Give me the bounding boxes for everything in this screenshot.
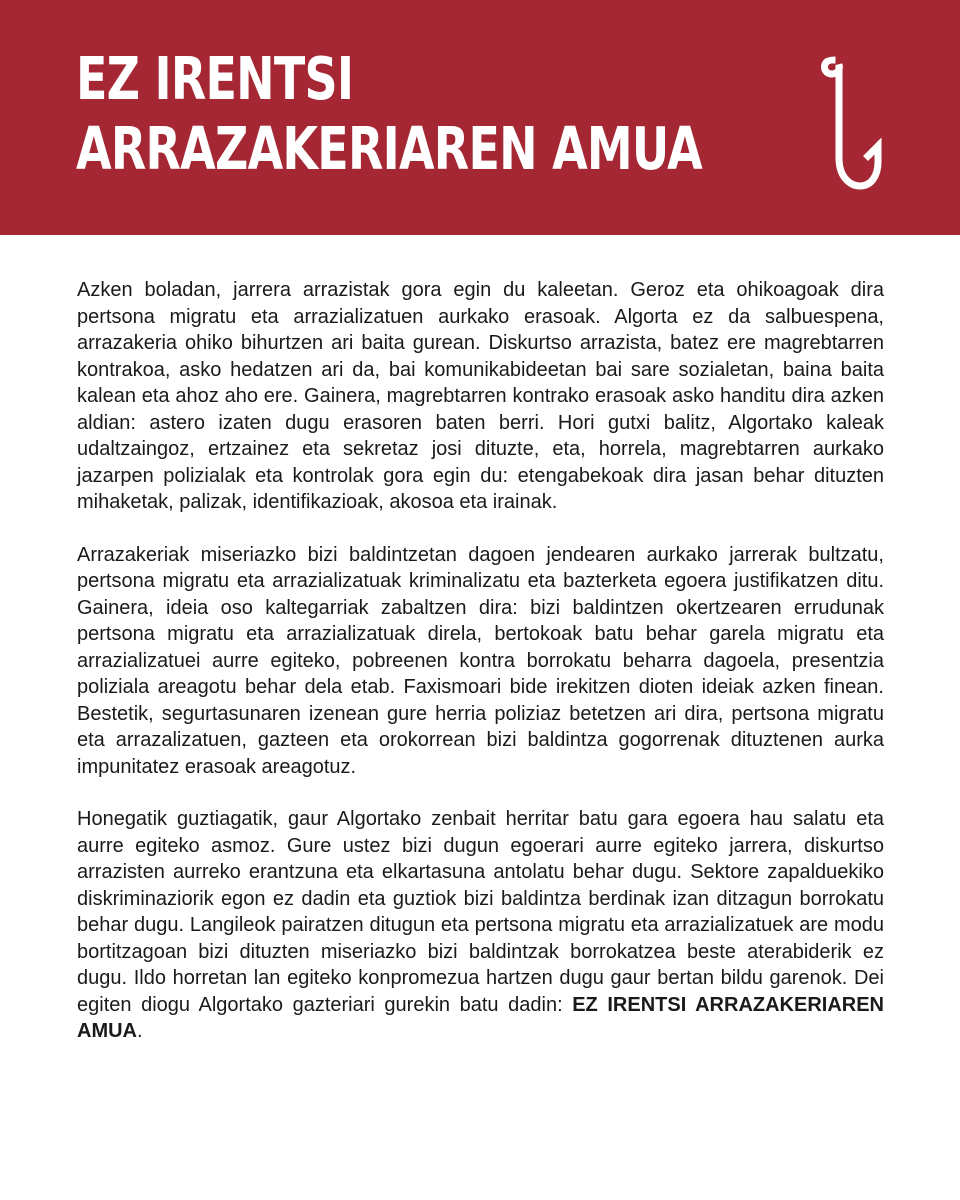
- page-title: [76, 44, 702, 184]
- fish-hook-icon: [818, 54, 884, 192]
- paragraph-2: Arrazakeriak miseriazko bizi baldintzetan dagoen jendearen aurkako jarrerak bultzatu, pertsona migratu eta arrazializatuak kriminalizatu eta bazterketa egoera justifikatzen ditu. Gainera, ideia oso kaltegarriak zabaltzen dira: bizi baldintzen okertzearen errudunak pertsona migratu eta arrazializatuak direla, bertokoak batu behar garela migratu eta arrazializatuei aurre egiteko, pobreenen kontra borrokatu beharra dagoela, presentzia poliziala areagotu behar dela etab. Faxismoari bide irekitzen dioten ideiak azken finean. Bestetik, segurtasunaren izenean gure herria poliziaz betetzen ari dira, pertsona migratu eta arrazalizatuen, gazteen eta orokorrean bizi baldintza gogorrenak dituztenen aurka impunitatez erasoak areagotuz.: [77, 543, 884, 778]
- paragraph-3-end: .: [137, 1020, 143, 1042]
- header-banner: [0, 0, 960, 235]
- paragraph-3-text: Honegatik guztiagatik, gaur Algortako zenbait herritar batu gara egoera hau salatu eta aurre egiteko asmoz. Gure ustez bizi dugun egoerari aurre egiteko jarrera, diskurtso arrazisten aurreko erantzuna eta elkartasuna antolatu behar dugu. Sektore zapalduekiko diskriminaziorik egon ez dadin eta guztiok bizi baldintza berdinak izan ditzagun borrokatu behar dugu. Langileok pairatzen ditugun eta pertsona migratu eta arrazializatuek are modu bortitzagoan bizi dituzten miseriazko bizi baldintzak borrokatzea beste aterabiderik ez dugu. Ildo horretan lan egiteko konpromezua hartzen dugu gaur bertan bildu garenok. Dei egiten diogu Algortako gazteriari gurekin batu dadin:: [77, 808, 884, 1016]
- closing-slogan: EZ IRENTSI ARRAZAKERIAREN AMUA: [77, 993, 884, 1042]
- body-text: [77, 277, 884, 1071]
- paragraph-3: [77, 806, 884, 1045]
- paragraph-1: Azken boladan, jarrera arrazistak gora egin du kaleetan. Geroz eta ohikoagoak dira pertsona migratu eta arrazializatuen aurkako erasoak. Algorta ez da salbuespena, arrazakeria ohiko bihurtzen ari baita gurean. Diskurtso arrazista, batez ere magrebtarren kontrakoa, asko hedatzen ari da, bai komunikabideetan bai sare sozialetan, baina baita kalean eta ahoz aho ere. Gainera, magrebtarren kontrako erasoak asko handitu dira azken aldian: astero izaten dugu erasoren baten berri. Hori gutxi balitz, Algortako kaleak udaltzaingoz, ertzainez eta sekretaz josi dituzte, eta, horrela, magrebtarren aurkako jazarpen polizialak eta kontrolak gora egin du: etengabekoak dira jasan behar dituzten mihaketak, palizak, identifikazioak, akosoa eta irainak.: [77, 279, 884, 513]
- title-line-2: ARRAZAKERIAREN AMUA: [76, 114, 702, 183]
- title-line-1: EZ IRENTSI: [76, 44, 354, 113]
